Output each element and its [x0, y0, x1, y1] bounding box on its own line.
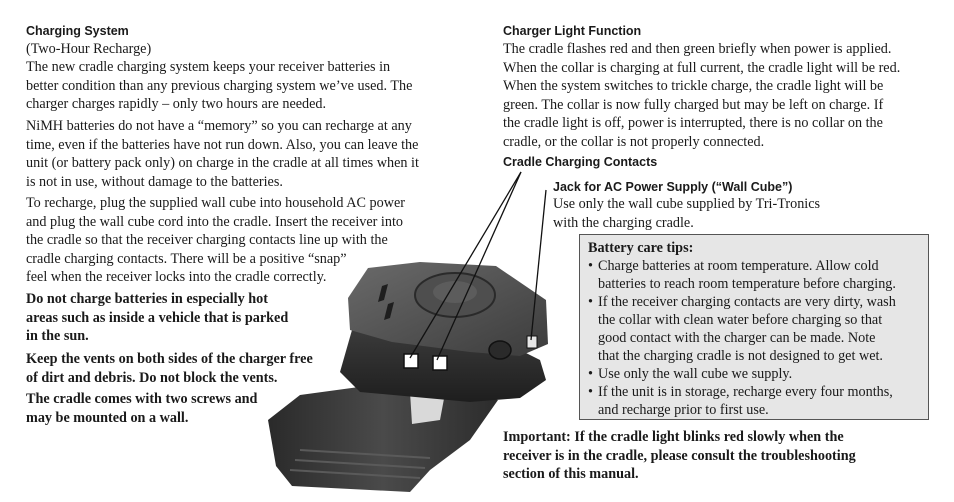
list-item: • If the unit is in storage, recharge every four months, and recharge prior to first use. — [588, 384, 893, 418]
cradle-light — [489, 341, 511, 359]
list-item: • Charge batteries at room temperature. Allow cold batteries to reach room temperature before charging. — [588, 258, 896, 292]
ac-jack — [527, 336, 537, 348]
list-item: • If the receiver charging contacts are very dirty, wash the collar with clean water before charging so that good contact with the charger can be made. Note that the charging cradle is not designed to get wet. — [588, 294, 896, 364]
charging-contact-right — [433, 356, 447, 370]
nimh-paragraph: NiMH batteries do not have a “memory” so you can recharge at any time, even if the batteries have not run down. Also, you can leave the unit (or battery pack only) on charge in the cradle at all times when it is not in use, without damage to the batteries. — [26, 118, 419, 190]
charging-system-subheading: (Two-Hour Recharge) — [26, 41, 152, 57]
battery-care-tips-list — [588, 257, 920, 419]
battery-care-tips-title: Battery care tips: — [588, 240, 694, 256]
list-item: • Use only the wall cube we supply. — [588, 366, 793, 382]
charging-system-heading: Charging System — [26, 24, 129, 38]
ac-jack-text: Use only the wall cube supplied by Tri-Tronics with the charging cradle. — [553, 196, 821, 231]
vents-warning: Keep the vents on both sides of the charger free of dirt and debris. Do not block the vents. — [26, 351, 313, 386]
wall-mount-note: The cradle comes with two screws and may be mounted on a wall. — [26, 391, 258, 426]
charging-system-paragraph-1: The new cradle charging system keeps your receiver batteries in better condition than any previous charging system we’ve used. The charger charges rapidly – only two hours are needed. — [26, 59, 413, 113]
hot-areas-warning: Do not charge batteries in especially hot areas such as inside a vehicle that is parked in the sun. — [26, 291, 289, 345]
important-troubleshooting-note: Important: If the cradle light blinks red slowly when the receiver is in the cradle, please consult the troubleshooting section of this manual. — [503, 429, 856, 483]
ac-jack-label: Jack for AC Power Supply (“Wall Cube”) — [553, 180, 793, 194]
charger-light-heading: Charger Light Function — [503, 24, 642, 38]
cradle-contacts-label: Cradle Charging Contacts — [503, 155, 658, 169]
battery-care-tips-box — [579, 234, 929, 420]
charger-light-paragraph: The cradle flashes red and then green briefly when power is applied. When the collar is charging at full current, the cradle light will be red. When the system switches to trickle charge, the cradle light will be green. The collar is now fully charged but may be left on charge. If the cradle light is off, power is interrupted, there is no collar on the cradle, or the collar is not properly connected. — [503, 41, 901, 150]
recharge-paragraph: To recharge, plug the supplied wall cube into household AC power and plug the wall cube cord into the cradle. Insert the receiver into the cradle so that the receiver charging contacts line up with the cradle charging contacts. There will be a positive “snap” feel when the receiver locks into the cradle correctly. — [26, 195, 405, 286]
